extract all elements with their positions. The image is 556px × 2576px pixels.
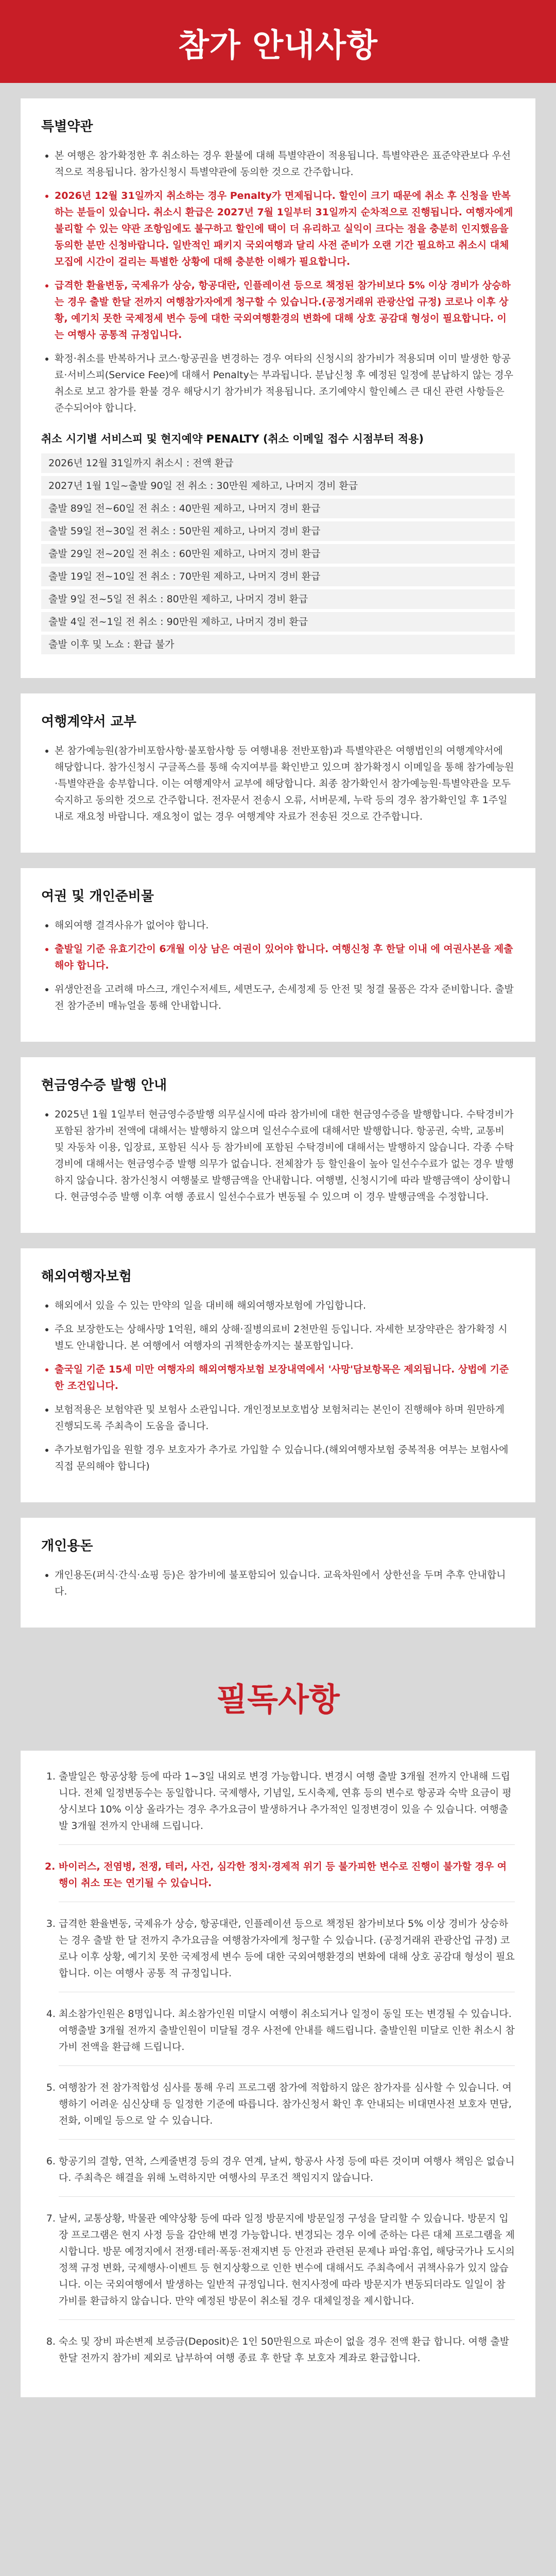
list-item: • 출국일 기준 15세 미만 여행자의 해외여행자보험 보장내역에서 '사망'담보항목은 제외됩니다. 상법에 기준한 조건입니다. — [55, 1361, 515, 1394]
note-item: 5. 여행참가 전 참가적합성 심사를 통해 우리 프로그램 참가에 적합하지 않은 참가자를 심사할 수 있습니다. 여행하기 어려운 심신상태 등 일정한 기준에 따릅니다. 참가신청서 확인 후 안내되는 비대면사전 보호자 면담, 전화, 이메일 등으로 알 수 있습니다. — [59, 2079, 515, 2140]
note-item: 1. 출발일은 항공상황 등에 따라 1~3일 내외로 변경 가능합니다. 변경시 여행 출발 3개월 전까지 안내해 드립니다. 전체 일정변동수는 동일합니다. 국제행사, 기념일, 도시축제, 연휴 등의 변수로 항공과 숙박 요금이 평상시보다 10% 이상 올라가는 경우 추가요금이 발생하거나 추가적인 일정변경이 있을 수 있습니다. 여행출발 3개월 전까지 안내해 드립니다. — [59, 1768, 515, 1845]
insurance-card — [21, 1248, 535, 1502]
receipt-card — [21, 1057, 535, 1233]
list-item: • 주요 보장한도는 상해사망 1억원, 해외 상해·질병의료비 2천만원 등입니다. 자세한 보장약관은 참가확정 시 별도 안내합니다. 본 여행에서 여행자의 귀책한송까지는 불포함입니다. — [55, 1321, 515, 1354]
penalty-table — [41, 453, 515, 654]
section-title: 여권 및 개인준비물 — [41, 889, 154, 904]
list-item: • 해외에서 있을 수 있는 만약의 일을 대비해 해외여행자보험에 가입합니다. — [55, 1297, 515, 1314]
allowance-card — [21, 1518, 535, 1628]
penalty-row: 2026년 12월 31일까지 취소시 : 전액 환급 — [41, 453, 515, 473]
list-item: • 확정·취소를 반복하거나 코스·항공권을 변경하는 경우 여타의 신청시의 참가비가 적용되며 이미 발생한 항공료·서비스피(Service Fee)에 대해서 Penalty는 부과됩니다. 분납신청 후 예정된 일정에 분납하지 않는 경우 취소로 보고 참가를 환불 경우 해당시기 참가비가 적용됩니다. 조기예약시 할인혜스 큰 대신 관련 사항들은 준수되어야 합니다. — [55, 350, 515, 416]
receipt-list — [41, 1106, 515, 1205]
notes-banner — [0, 1628, 556, 1751]
penalty-row: 출발 이후 및 노쇼 : 환급 불가 — [41, 635, 515, 654]
notes-title: 필독사항 — [216, 1681, 340, 1718]
note-item: 6. 항공기의 결항, 연착, 스케줄변경 등의 경우 연계, 날씨, 항공사 사정 등에 따른 것이며 여행사 책임은 없습니다. 주최측은 해결을 위해 노력하지만 여행사의 무조건 책임지지 않습니다. — [59, 2153, 515, 2197]
passport-card — [21, 868, 535, 1042]
list-item: • 위생안전을 고려해 마스크, 개인수저세트, 세면도구, 손세정제 등 안전 및 청결 물품은 각자 준비합니다. 출발 전 참가준비 매뉴얼을 통해 안내합니다. — [55, 981, 515, 1014]
penalty-row: 출발 89일 전~60일 전 취소 : 40만원 제하고, 나머지 경비 환급 — [41, 499, 515, 518]
allowance-list — [41, 1567, 515, 1600]
list-item: • 해외여행 결격사유가 없어야 합니다. — [55, 917, 515, 934]
list-item: • 보험적용은 보험약관 및 보험사 소관입니다. 개인정보보호법상 보험처리는 본인이 진행해야 하며 원만하게 진행되도록 주최측이 도움을 줍니다. — [55, 1401, 515, 1434]
list-item: • 출발일 기준 유효기간이 6개월 이상 남은 여권이 있어야 합니다. 여행신청 후 한달 이내 에 여권사본을 제출해야 합니다. — [55, 941, 515, 974]
note-item: 3. 급격한 환율변동, 국제유가 상승, 항공대란, 인플레이션 등으로 책정된 참가비보다 5% 이상 경비가 상승하는 경우 출발 한 달 전까지 추가요금을 여행참가자에게 청구할 수 있습니다. (공정거래위 관광산업 규정) 코로나 이후 상황, 예기치 못한 국제정세 변수 등에 대한 국외여행환경의 변화에 대해 상호 공감대 형성이 필요합니다. 이는 여행사 공통 적 규정입니다. — [59, 1916, 515, 1992]
list-item: • 본 여행은 참가확정한 후 취소하는 경우 환불에 대해 특별약관이 적용됩니다. 특별약관은 표준약관보다 우선적으로 적용됩니다. 참가신청시 특별약관에 동의한 것으로 간주합니다. — [55, 147, 515, 180]
notes-card — [21, 1751, 535, 2397]
special-terms-card — [21, 98, 535, 678]
page-title: 참가 안내사항 — [178, 26, 378, 64]
notes-list — [41, 1768, 515, 2377]
section-title: 여행계약서 교부 — [41, 714, 136, 730]
bottom-spacer — [0, 2397, 556, 2418]
contract-list — [41, 742, 515, 825]
passport-list — [41, 917, 515, 1014]
section-title: 현금영수증 발행 안내 — [41, 1078, 167, 1093]
penalty-title: 취소 시기별 서비스피 및 현지예약 PENALTY (취소 이메일 접수 시점부터 적용) — [41, 433, 424, 445]
note-item: 2. 바이러스, 전염병, 전쟁, 테러, 사건, 심각한 정치·경제적 위기 등 불가피한 변수로 진행이 불가할 경우 여행이 취소 또는 연기될 수 있습니다. — [59, 1858, 515, 1902]
penalty-row: 출발 9일 전~5일 전 취소 : 80만원 제하고, 나머지 경비 환급 — [41, 589, 515, 609]
list-item: • 급격한 환율변동, 국제유가 상승, 항공대란, 인플레이션 등으로 책정된 참가비보다 5% 이상 경비가 상승하는 경우 출발 한달 전까지 여행참가자에게 청구할 수 있습니다.(공정거래위 관광산업 규정) 코로나 이후 상황, 예기치 못한 국제정세 변수 등에 대한 국외여행환경의 변화에 대해 상호 공감대 형성이 필요합니다. 이는 여행사 공통적 규정입니다. — [55, 277, 515, 343]
special-terms-list — [41, 147, 515, 416]
note-item: 7. 날씨, 교통상황, 박물관 예약상황 등에 따라 일정 방문지에 방문일정 구성을 달리할 수 있습니다. 방문지 입장 프로그램은 현지 사정 등을 감안해 변경 가능합니다. 변경되는 경우 이에 준하는 다른 대체 프로그램을 제시합니다. 방문 예정지에서 전쟁·테러·폭동·전재지변 등 안전과 관련된 문제나 파업·휴업, 해당국가나 도시의 정책 규정 변화, 국제행사·이벤트 등 현지상황으로 인한 변수에 대해서도 주최측에서 귀책사유가 있지 않습니다. 이는 국외여행에서 발생하는 일반적 규정입니다. 현지사정에 따라 방문지가 변동되더라도 일일이 참가비를 환급하지 않습니다. 만약 예정된 방문이 취소될 경우 대체일정을 제시합니다. — [59, 2210, 515, 2320]
contract-card — [21, 693, 535, 853]
penalty-row: 출발 29일 전~20일 전 취소 : 60만원 제하고, 나머지 경비 환급 — [41, 544, 515, 564]
penalty-row: 2027년 1월 1일~출발 90일 전 취소 : 30만원 제하고, 나머지 경비 환급 — [41, 476, 515, 496]
section-title: 해외여행자보험 — [41, 1269, 132, 1284]
penalty-row: 출발 19일 전~10일 전 취소 : 70만원 제하고, 나머지 경비 환급 — [41, 567, 515, 586]
list-item: • 본 참가예능원(참가비포함사항·불포함사항 등 여행내용 전반포함)과 특별약관은 여행법인의 여행계약서에 해당합니다. 참가신청시 구글폭스를 통해 숙지여부를 확인받고 있으며 참가확정시 이메일을 통해 참가예능원·특별약관을 송부합니다. 이는 여행계약서 교부에 해당합니다. 최종 참가확인서 참가예능원·특별약관을 모두 숙지하고 동의한 것으로 간주합니다. 전자문서 전송시 오류, 서버문제, 누락 등의 경우 참가확인일 후 1주일 내로 재요청 바랍니다. 재요청이 없는 경우 여행계약 자료가 전송된 것으로 간주합니다. — [55, 742, 515, 825]
list-item: • 추가보험가입을 원할 경우 보호자가 추가로 가입할 수 있습니다.(해외여행자보험 중복적용 여부는 보험사에 직접 문의해야 합니다) — [55, 1442, 515, 1475]
insurance-list — [41, 1297, 515, 1475]
note-item: 4. 최소참가인원은 8명입니다. 최소참가인원 미달시 여행이 취소되거나 일정이 동일 또는 변경될 수 있습니다. 여행출발 3개월 전까지 출발인원이 미달될 경우 사전에 안내를 해드립니다. 출발인원 미달로 인한 취소시 참가비 전액을 환급해 드립니다. — [59, 2006, 515, 2066]
penalty-row: 출발 4일 전~1일 전 취소 : 90만원 제하고, 나머지 경비 환급 — [41, 612, 515, 632]
note-item: 8. 숙소 및 장비 파손변제 보증금(Deposit)은 1인 50만원으로 파손이 없을 경우 전액 환급 합니다. 여행 출발 한달 전까지 참가비 제외로 납부하여 여행 종료 후 한달 후 보호자 계좌로 환급합니다. — [59, 2333, 515, 2377]
notes-wrapper — [21, 1751, 535, 2397]
list-item: • 개인용돈(퍼식·간식·쇼핑 등)은 참가비에 불포함되어 있습니다. 교육차원에서 상한선을 두며 추후 안내합니다. — [55, 1567, 515, 1600]
section-title: 특별약관 — [41, 119, 93, 134]
section-title: 개인용돈 — [41, 1538, 93, 1554]
content-wrapper — [21, 98, 535, 1628]
list-item: • 2026년 12월 31일까지 취소하는 경우 Penalty가 면제됩니다. 할인이 크기 때문에 취소 후 신청을 반복하는 분들이 있습니다. 취소시 환급은 2027년 7월 1일부터 31일까지 순차적으로 진행됩니다. 여행자에게 불리할 수 있는 약관 조항임에도 불구하고 할인에 택이 더 유리하고 실익이 크다는 점을 충분히 인지했음을 동의한 분만 신청바랍니다. 일반적인 패키지 국외여행과 달리 사전 준비가 오랜 기간 필요하고 취소시 대체모집에 시간이 걸리는 특별한 상황에 대해 충분한 이해가 필요합니다. — [55, 188, 515, 270]
list-item: • 2025년 1월 1일부터 현금영수증발행 의무실시에 따라 참가비에 대한 현금영수증을 발행합니다. 수탁경비가 포함된 참가비 전액에 대해서는 발행하지 않으며 일선수수료에 대해서만 발행합니다. 항공권, 숙박, 교통비 및 자동차 이용, 입장료, 포함된 식사 등 참가비에 포함된 수탁경비에 대해서는 발행하지 않습니다. 각종 수탁경비에 대해서는 현금영수증 발행 의무가 없습니다. 전체참가 등 할인율이 높아 일선수수료가 없는 경우 발행하지 않습니다. 참가신청시 여행불로 발행금액을 안내합니다. 여행별, 신청시기에 따라 발행금액이 상이합니다. 현금영수증 발행 이후 여행 종료시 일선수수료가 변동될 수 있으며 이 경우 발행금액을 수정합니다. — [55, 1106, 515, 1205]
penalty-row: 출발 59일 전~30일 전 취소 : 50만원 제하고, 나머지 경비 환급 — [41, 521, 515, 541]
hero-banner — [0, 0, 556, 83]
